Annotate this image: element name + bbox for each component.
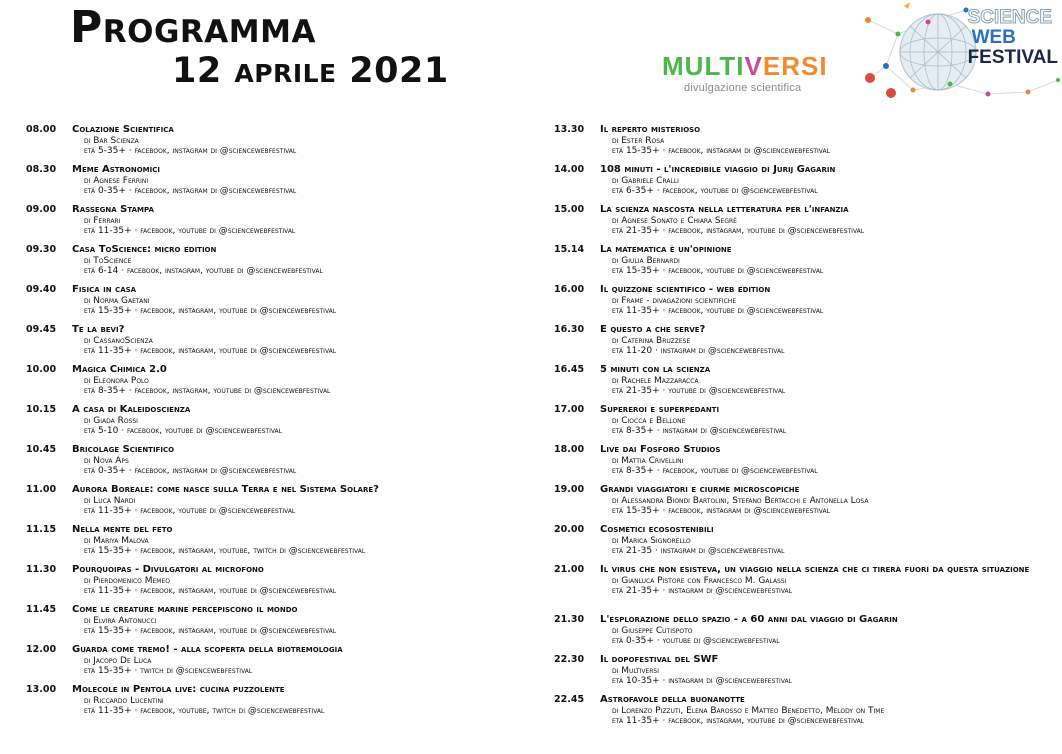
event-info: età 15-35+ · facebook, youtube di @sciencewebfestival [612,266,824,277]
event-host: di Marica Signorello [612,535,691,546]
event-info: età 11-35+ · facebook, instagram, youtube di @sciencewebfestival [84,346,337,357]
event-time: 14.00 [554,164,585,175]
event-info: età 11-35+ · facebook, youtube, twitch di @sciencewebfestival [84,706,325,717]
event-host: di Agnese Sonato e Chiara Segrè [612,215,737,226]
event-title: Aurora Boreale: come nasce sulla Terra e nel Sistema Solare? [72,484,379,495]
event-info: età 0-35+ · facebook, instagram di @sciencewebfestival [84,186,297,197]
schedule-item [26,205,546,245]
event-time: 15.00 [554,204,585,215]
event-info: età 15-35+ · facebook, instagram, youtube di @sciencewebfestival [84,626,337,637]
event-time: 21.00 [554,564,585,575]
schedule-item [26,165,546,205]
schedule-item [554,615,1062,655]
event-time: 09.45 [26,324,57,335]
event-host: di Agnese Ferrini [84,175,149,186]
event-info: età 11-35+ · facebook, instagram, youtube di @sciencewebfestival [612,716,865,727]
event-title: Fisica in casa [72,284,137,295]
event-time: 22.45 [554,694,585,705]
event-time: 12.00 [26,644,57,655]
schedule-item [26,485,546,525]
schedule-item [554,485,1062,525]
event-host: di Giada Rossi [84,415,138,426]
event-title: E questo a che serve? [600,324,706,335]
event-title: Supereroi e superpedanti [600,404,720,415]
schedule-item [554,365,1062,405]
event-info: età 21-35 · instagram di @sciencewebfestival [612,546,785,557]
event-host: di Rachele Mazzaracca [612,375,699,386]
event-title: Casa ToScience: micro edition [72,244,217,255]
event-time: 16.00 [554,284,585,295]
event-info: età 15-35+ · facebook, instagram di @sciencewebfestival [612,506,830,517]
event-info: età 8-35+ · facebook, instagram, youtube di @sciencewebfestival [84,386,331,397]
event-title: Live dai Fosforo Studios [600,444,721,455]
schedule-item [26,125,546,165]
event-host: di Multiversi [612,665,660,676]
event-time: 11.00 [26,484,57,495]
event-host: di Alessandra Biondi Bartolini, Stefano Bertacchi e Antonella Losa [612,495,869,506]
event-time: 21.30 [554,614,585,625]
event-title: Molecole in Pentola live: cucina puzzolente [72,684,285,695]
event-host: di Eleonora Polo [84,375,149,386]
event-time: 13.30 [554,124,585,135]
schedule-item [554,125,1062,165]
schedule-item [554,325,1062,365]
schedule-item [26,685,546,725]
event-time: 16.45 [554,364,585,375]
event-date: 12 aprile 2021 [172,51,449,91]
event-time: 20.00 [554,524,585,535]
event-info: età 11-35+ · facebook, youtube di @sciencewebfestival [84,506,296,517]
event-host: di Frame - divagazioni scientifiche [612,295,737,306]
event-info: età 5-10 · facebook, youtube di @sciencewebfestival [84,426,283,437]
event-host: di Pierdomenico Memeo [84,575,170,586]
event-time: 16.30 [554,324,585,335]
event-info: età 11-20 · instagram di @sciencewebfestival [612,346,785,357]
event-host: di Riccardo Lucentini [84,695,164,706]
event-info: età 8-35+ · instagram di @sciencewebfestival [612,426,787,437]
event-host: di Mattia Crivellini [612,455,684,466]
event-host: di ToScience [84,255,132,266]
page-title: Programma [70,2,316,53]
event-title: A casa di Kaleidoscienza [72,404,191,415]
schedule-item [554,525,1062,565]
schedule-item [554,285,1062,325]
swf-wordmark: SCIENCE WEB FESTIVAL [967,7,1058,68]
event-time: 10.45 [26,444,57,455]
event-host: di Jacopo De Luca [84,655,152,666]
event-host: di Norma Gaetani [84,295,150,306]
event-title: Bricolage Scientifico [72,444,175,455]
schedule-item [26,285,546,325]
event-info: età 11-35+ · facebook, instagram, youtube di @sciencewebfestival [84,586,337,597]
event-title: Astrofavole della buonanotte [600,694,745,705]
event-info: età 15-35+ · facebook, instagram, youtube di @sciencewebfestival [84,306,337,317]
schedule-item [554,445,1062,485]
multiversi-wordmark: MULTIVERSI [662,51,828,81]
event-title: La scienza nascosta nella letteratura per l'infanzia [600,204,849,215]
schedule-item [26,445,546,485]
event-time: 17.00 [554,404,585,415]
event-info: età 21-35+ · instagram di @sciencewebfestival [612,586,792,597]
event-time: 11.45 [26,604,57,615]
event-title: Pourquoipas - Divulgatori al microfono [72,564,264,575]
schedule-item [26,605,546,645]
event-time: 11.30 [26,564,57,575]
event-host: di Giulia Bernardi [612,255,680,266]
event-title: Cosmetici ecosostenibili [600,524,714,535]
schedule-item [554,205,1062,245]
event-host: di Luca Nardi [84,495,136,506]
event-host: di Elvira Antonucci [84,615,157,626]
schedule-item [554,165,1062,205]
event-host: di Giuseppe Cutispoto [612,625,693,636]
event-host: di Ferrari [84,215,121,226]
schedule-item [26,525,546,565]
schedule-item [554,565,1062,615]
event-time: 22.30 [554,654,585,665]
event-host: di Gabriele Cralli [612,175,679,186]
event-time: 18.00 [554,444,585,455]
schedule-item [26,325,546,365]
event-time: 09.00 [26,204,57,215]
event-host: di Mariya Malova [84,535,149,546]
event-title: L'esplorazione dello spazio - a 60 anni dal viaggio di Gagarin [600,614,898,625]
event-host: di Ester Rosa [612,135,665,146]
event-title: Come le creature marine percepiscono il mondo [72,604,298,615]
multiversi-tagline: divulgazione scientifica [684,82,802,94]
event-time: 10.00 [26,364,57,375]
event-title: Il virus che non esisteva, un viaggio nella scienza che ci tirerà fuori da questa situazione [600,564,1030,575]
event-info: età 21-35+ · youtube di @sciencewebfestival [612,386,786,397]
science-web-festival-logo [858,0,1062,104]
event-info: età 0-35+ · youtube di @sciencewebfestival [612,636,780,647]
event-time: 11.15 [26,524,57,535]
schedule-morning [26,125,546,725]
event-info: età 0-35+ · facebook, instagram di @sciencewebfestival [84,466,297,477]
event-host: di Caterina Bruzzese [612,335,691,346]
schedule-item [554,405,1062,445]
event-host: di Ciocca e Bellone [612,415,686,426]
event-title: Il dopofestival del SWF [600,654,719,665]
event-info: età 10-35+ · instagram di @sciencewebfestival [612,676,792,687]
event-title: 108 minuti - l'incredibile viaggio di Jurij Gagarin [600,164,836,175]
event-title: Magica Chimica 2.0 [72,364,167,375]
event-title: Il quizzone scientifico - web edition [600,284,771,295]
event-info: età 15-35+ · twitch di @sciencewebfestival [84,666,253,677]
event-time: 09.30 [26,244,57,255]
event-time: 09.40 [26,284,57,295]
schedule-item [26,365,546,405]
schedule-item [26,645,546,685]
event-time: 10.15 [26,404,57,415]
schedule-item [554,695,1062,735]
event-title: Nella mente del feto [72,524,173,535]
event-title: Grandi viaggiatori e ciurme microscopiche [600,484,800,495]
event-time: 15.14 [554,244,585,255]
event-info: età 11-35+ · facebook, youtube di @sciencewebfestival [84,226,296,237]
event-title: Colazione Scientifica [72,124,174,135]
event-title: Meme Astronomici [72,164,160,175]
event-info: età 15-35+ · facebook, instagram di @sciencewebfestival [612,146,830,157]
event-host: di Bar Scienza [84,135,139,146]
event-info: età 15-35+ · facebook, instagram, youtube, twitch di @sciencewebfestival [84,546,366,557]
event-host: di Nova Aps [84,455,129,466]
event-title: Il reperto misterioso [600,124,701,135]
event-title: Rassegna Stampa [72,204,154,215]
schedule-afternoon [554,125,1062,735]
multiversi-logo [662,52,832,98]
event-title: La matematica è un'opinione [600,244,732,255]
event-info: età 6-14 · facebook, instagram, youtube di @sciencewebfestival [84,266,323,277]
event-info: età 5-35+ · facebook, instagram di @sciencewebfestival [84,146,297,157]
event-host: di CassanoScienza [84,335,153,346]
schedule-item [554,655,1062,695]
schedule-item [26,565,546,605]
event-time: 08.30 [26,164,57,175]
event-info: età 8-35+ · facebook, youtube di @sciencewebfestival [612,466,818,477]
event-host: di Gianluca Pistore con Francesco M. Galassi [612,575,787,586]
event-host: di Lorenzo Pizzuti, Elena Barosso e Matteo Benedetto, Melody on Time [612,705,885,716]
schedule-item [554,245,1062,285]
event-info: età 21-35+ · facebook, instagram, youtube di @sciencewebfestival [612,226,865,237]
event-info: età 11-35+ · facebook, youtube di @sciencewebfestival [612,306,824,317]
schedule-item [26,245,546,285]
event-info: età 6-35+ · facebook, youtube di @sciencewebfestival [612,186,818,197]
event-title: Guarda come tremo! - alla scoperta della biotremologia [72,644,343,655]
event-time: 08.00 [26,124,57,135]
event-time: 19.00 [554,484,585,495]
event-title: Te la bevi? [72,324,125,335]
event-title: 5 minuti con la scienza [600,364,711,375]
schedule-item [26,405,546,445]
event-time: 13.00 [26,684,57,695]
